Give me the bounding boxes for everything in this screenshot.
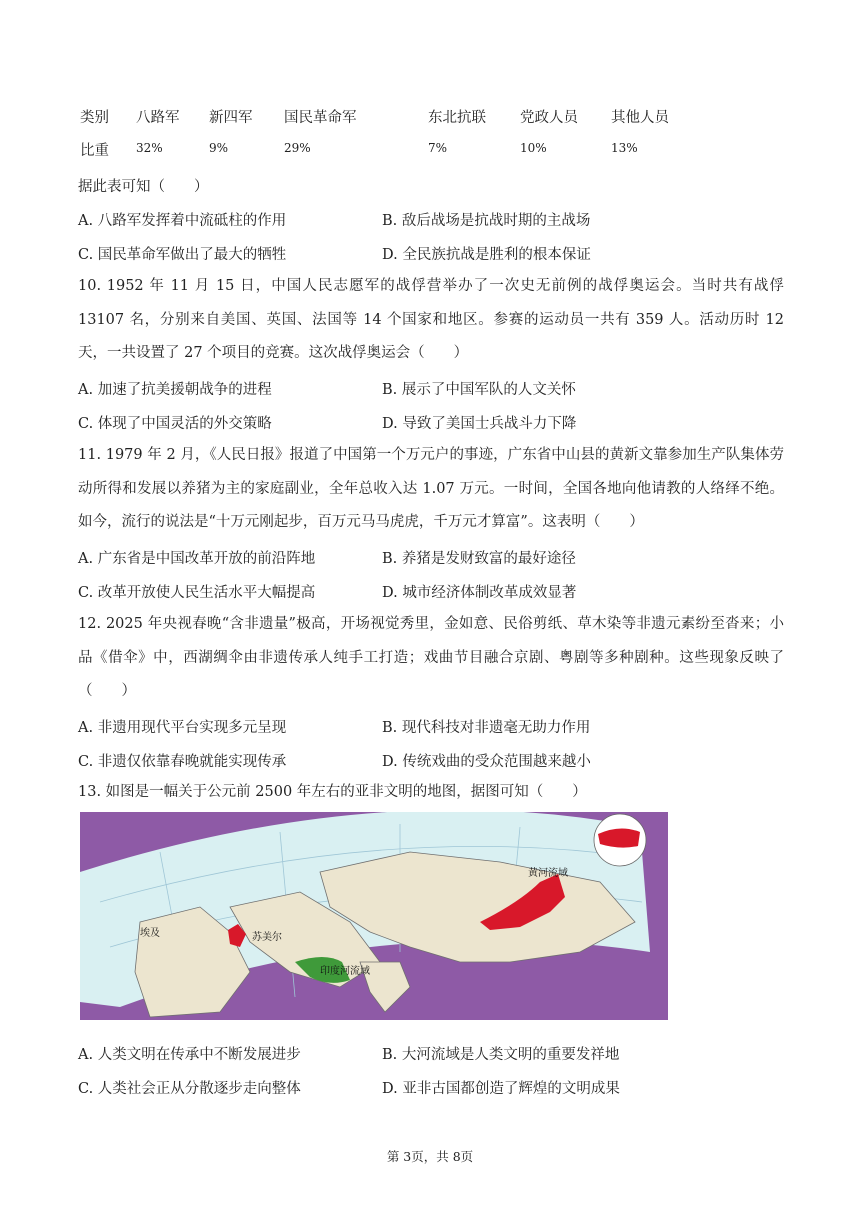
- table-cell: 9%: [209, 141, 229, 155]
- q11-option-c[interactable]: C. 改革开放使人民生活水平大幅提高: [78, 585, 316, 601]
- question-9-stem: 据此表可知（ ）: [78, 179, 209, 195]
- table-header-cell: 八路军: [136, 110, 180, 126]
- table-header-cell: 国民革命军: [284, 110, 357, 126]
- q9-option-d[interactable]: D. 全民族抗战是胜利的根本保证: [382, 247, 591, 263]
- table-cell: 7%: [428, 141, 448, 155]
- q13-option-b[interactable]: B. 大河流域是人类文明的重要发祥地: [382, 1047, 620, 1063]
- map-label-indus: 印度河流域: [320, 966, 370, 977]
- q10-option-c[interactable]: C. 体现了中国灵活的外交策略: [78, 416, 272, 432]
- question-11-stem: 11. 1979 年 2 月，《人民日报》报道了中国第一个万元户的事迹，广东省中山县的黄新文靠参加生产队集体劳动所得和发展以养猪为主的家庭副业，全年总收入达 1.07 万元。一时间，全国各地向他请教的人络绎不绝。如今，流行的说法是“十万元刚起步，百万元马马虎虎，千万元才算富”。这表明（ ）: [78, 447, 784, 530]
- q12-option-c[interactable]: C. 非遗仅依靠春晚就能实现传承: [78, 754, 287, 770]
- q13-option-a[interactable]: A. 人类文明在传承中不断发展进步: [78, 1047, 301, 1063]
- q10-option-d[interactable]: D. 导致了美国士兵战斗力下降: [382, 416, 577, 432]
- q12-option-b[interactable]: B. 现代科技对非遗毫无助力作用: [382, 720, 591, 736]
- q10-option-b[interactable]: B. 展示了中国军队的人文关怀: [382, 382, 576, 398]
- q12-option-a[interactable]: A. 非遗用现代平台实现多元呈现: [78, 720, 287, 736]
- q10-option-a[interactable]: A. 加速了抗美援朝战争的进程: [78, 382, 272, 398]
- q13-option-c[interactable]: C. 人类社会正从分散逐步走向整体: [78, 1081, 301, 1097]
- q9-option-b[interactable]: B. 敌后战场是抗战时期的主战场: [382, 213, 591, 229]
- question-12-stem: 12. 2025 年央视春晚“含非遗量”极高，开场视觉秀里，金如意、民俗剪纸、草木染等非遗元素纷至沓来；小品《借伞》中，西湖绸伞由非遗传承人纯手工打造；戏曲节目融合京剧、粤剧等多种剧种。这些现象反映了（ ）: [78, 616, 784, 699]
- map-label-yellow-river: 黄河流域: [528, 868, 568, 879]
- q11-option-d[interactable]: D. 城市经济体制改革成效显著: [382, 585, 577, 601]
- q13-option-d[interactable]: D. 亚非古国都创造了辉煌的文明成果: [382, 1081, 620, 1097]
- ancient-civilizations-map: [80, 812, 668, 1020]
- map-label-egypt: 埃及: [140, 928, 160, 939]
- table-cell: 13%: [611, 141, 638, 155]
- q12-option-d[interactable]: D. 传统戏曲的受众范围越来越小: [382, 754, 591, 770]
- table-header-cell: 东北抗联: [428, 110, 486, 126]
- map-label-sumer: 苏美尔: [252, 932, 282, 943]
- q9-option-c[interactable]: C. 国民革命军做出了最大的牺牲: [78, 247, 287, 263]
- table-header-cell: 新四军: [209, 110, 253, 126]
- page-footer: 第 3页，共 8页: [386, 1149, 474, 1164]
- table-header-cell: 党政人员: [520, 110, 578, 126]
- table-header-cell: 其他人员: [611, 110, 669, 126]
- q11-option-b[interactable]: B. 养猪是发财致富的最好途径: [382, 551, 576, 567]
- q11-option-a[interactable]: A. 广东省是中国改革开放的前沿阵地: [78, 551, 316, 567]
- question-13-stem: 13. 如图是一幅关于公元前 2500 年左右的亚非文明的地图，据图可知（ ）: [78, 784, 587, 800]
- table-header-cell: 类别: [80, 110, 109, 126]
- table-cell: 29%: [284, 141, 311, 155]
- table-cell: 10%: [520, 141, 547, 155]
- q9-option-a[interactable]: A. 八路军发挥着中流砥柱的作用: [78, 213, 287, 229]
- question-10-stem: 10. 1952 年 11 月 15 日，中国人民志愿军的战俘营举办了一次史无前例的战俘奥运会。当时共有战俘 13107 名，分别来自美国、英国、法国等 14 个国家和地区。参赛的运动员一共有 359 人。活动历时 12 天，一共设置了 27 个项目的竞赛。这次战俘奥运会（ ）: [78, 278, 784, 361]
- table-cell: 32%: [136, 141, 163, 155]
- table-row-label: 比重: [80, 143, 109, 159]
